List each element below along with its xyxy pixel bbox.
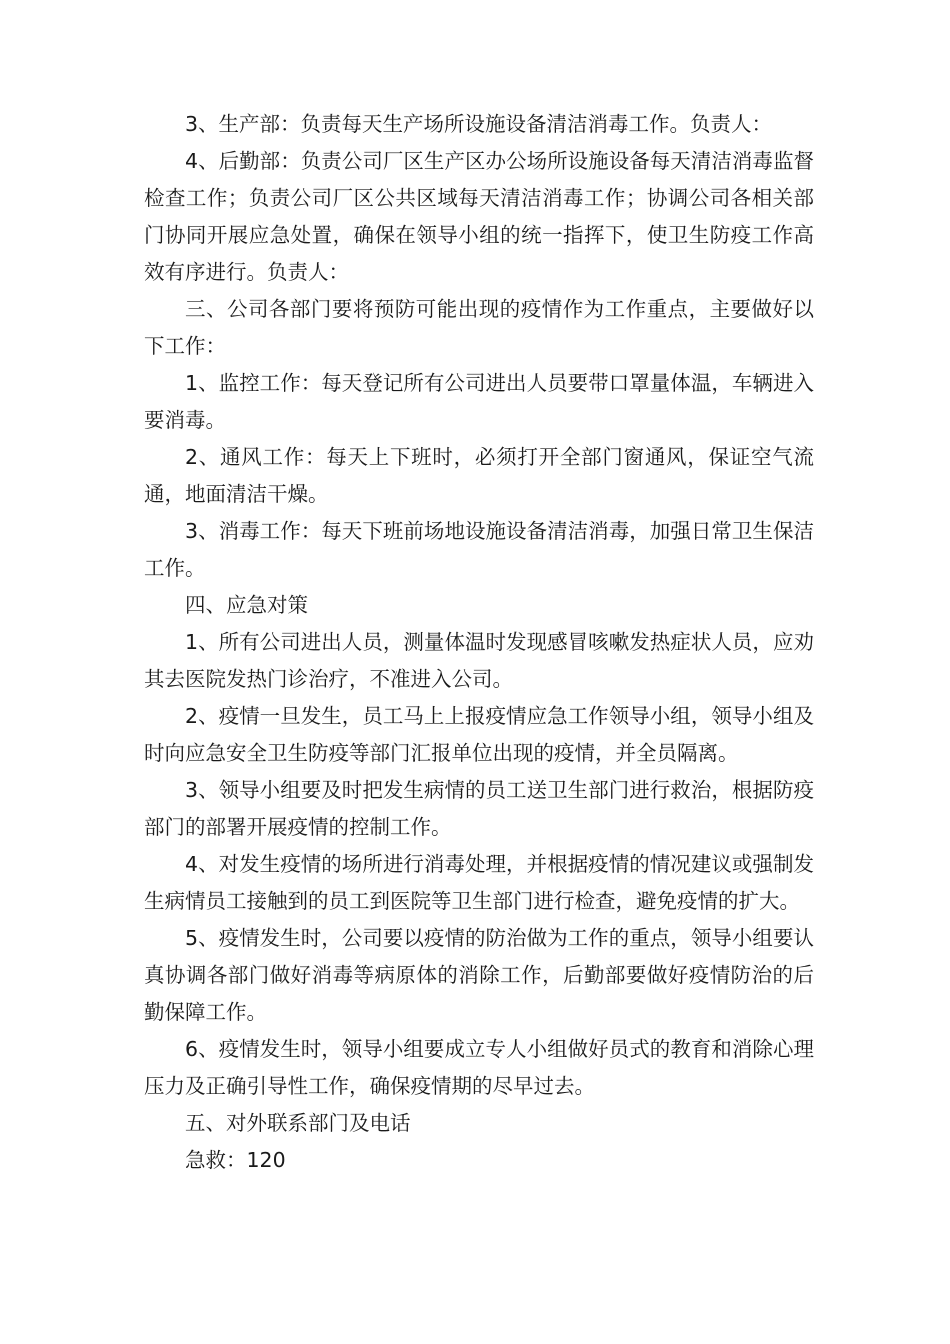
section-heading-prevention: 三、公司各部门要将预防可能出现的疫情作为工作重点，主要做好以下工作：	[144, 297, 814, 358]
paragraph-emergency-4: 4、对发生疫情的场所进行消毒处理，并根据疫情的情况建议或强制发生病情员工接触到的员工到医院等卫生部门进行检查，避免疫情的扩大。	[144, 852, 814, 913]
contact-emergency-number: 急救：120	[185, 1148, 286, 1172]
paragraph-emergency-1: 1、所有公司进出人员，测量体温时发现感冒咳嗽发热症状人员，应劝其去医院发热门诊治疗，不准进入公司。	[144, 630, 814, 691]
paragraph-monitoring: 1、监控工作：每天登记所有公司进出人员要带口罩量体温，车辆进入要消毒。	[144, 371, 814, 432]
paragraph-production-dept: 3、生产部：负责每天生产场所设施设备清洁消毒工作。负责人：	[185, 112, 773, 136]
paragraph-disinfection: 3、消毒工作：每天下班前场地设施设备清洁消毒，加强日常卫生保洁工作。	[144, 519, 814, 580]
paragraph-emergency-5: 5、疫情发生时，公司要以疫情的防治做为工作的重点，领导小组要认真协调各部门做好消毒等病原体的消除工作，后勤部要做好疫情防治的后勤保障工作。	[144, 926, 814, 1024]
paragraph-emergency-6: 6、疫情发生时，领导小组要成立专人小组做好员式的教育和消除心理压力及正确引导性工作，确保疫情期的尽早过去。	[144, 1037, 814, 1098]
paragraph-ventilation: 2、通风工作：每天上下班时，必须打开全部门窗通风，保证空气流通，地面清洁干燥。	[144, 445, 814, 506]
section-heading-emergency: 四、应急对策	[185, 593, 308, 617]
document-body	[144, 106, 814, 1179]
section-heading-contacts: 五、对外联系部门及电话	[185, 1111, 411, 1135]
paragraph-emergency-2: 2、疫情一旦发生，员工马上上报疫情应急工作领导小组，领导小组及时向应急安全卫生防疫等部门汇报单位出现的疫情，并全员隔离。	[144, 704, 814, 765]
paragraph-emergency-3: 3、领导小组要及时把发生病情的员工送卫生部门进行救治，根据防疫部门的部署开展疫情的控制工作。	[144, 778, 814, 839]
paragraph-logistics-dept: 4、后勤部：负责公司厂区生产区办公场所设施设备每天清洁消毒监督检查工作；负责公司厂区公共区域每天清洁消毒工作；协调公司各相关部门协同开展应急处置，确保在领导小组的统一指挥下，使卫生防疫工作高效有序进行。负责人：	[144, 149, 814, 284]
